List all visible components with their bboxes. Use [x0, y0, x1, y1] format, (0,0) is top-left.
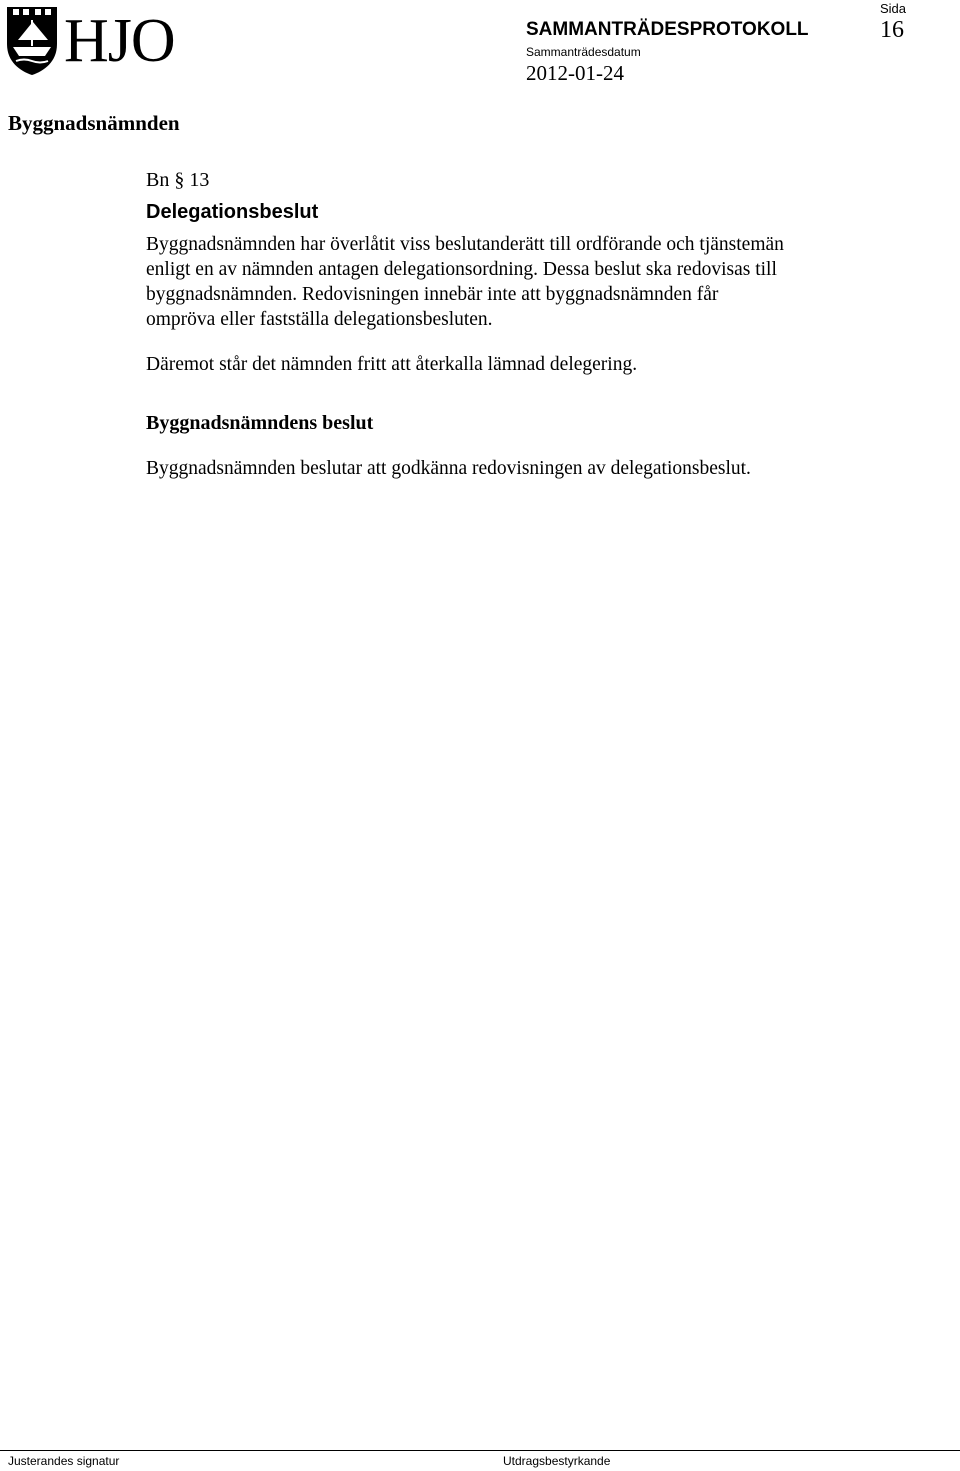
meeting-date-label: Sammanträdesdatum: [526, 45, 641, 59]
document-type: SAMMANTRÄDESPROTOKOLL: [526, 19, 809, 40]
signature-label: Justerandes signatur: [8, 1454, 120, 1468]
page-number: 16: [880, 17, 904, 43]
decision-text: Byggnadsnämnden beslutar att godkänna redovisningen av delegationsbeslut.: [146, 458, 751, 479]
section-heading: Delegationsbeslut: [146, 201, 319, 223]
meeting-date: 2012-01-24: [526, 61, 624, 85]
footer-divider: [0, 1450, 960, 1451]
committee-name: Byggnadsnämnden: [8, 111, 180, 135]
body-paragraph: Däremot står det nämnden fritt att återkalla lämnad delegering.: [146, 354, 638, 375]
minutes-section: [146, 166, 926, 481]
certification-label: Utdragsbestyrkande: [503, 1454, 611, 1468]
page-label: Sida: [880, 1, 907, 16]
municipal-crest-icon: [4, 4, 60, 76]
body-paragraph: Byggnadsnämnden har överlåtit viss beslutanderätt till ordförande och tjänstemän enligt en av nämnden antagen delegationsordning. Dessa beslut ska redovisas till byggnadsnämnden. Redovisningen innebär inte att byggnadsnämnden får ompröva eller fastställa delegationsbesluten.: [146, 234, 784, 330]
paragraph-id: Bn § 13: [146, 169, 210, 191]
decision-heading: Byggnadsnämndens beslut: [146, 412, 374, 434]
municipality-wordmark: HJO: [64, 7, 175, 75]
